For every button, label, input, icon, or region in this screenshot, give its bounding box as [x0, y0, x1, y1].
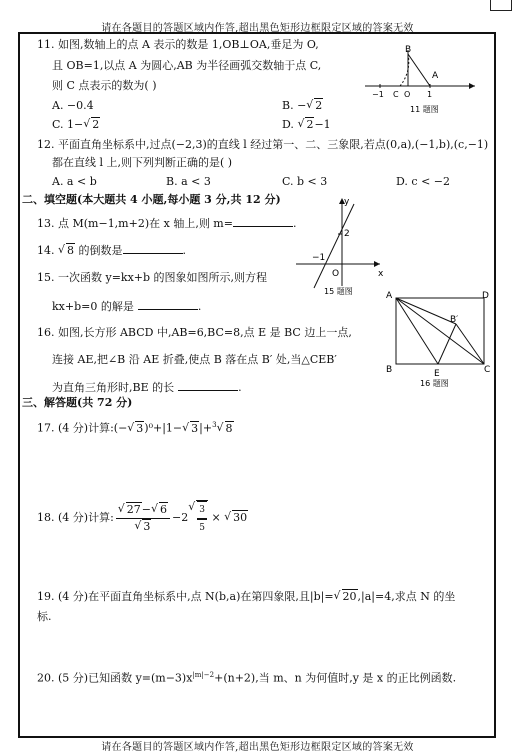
q16-figure — [384, 288, 494, 390]
q11-option-b: B. −√ 2 — [282, 99, 323, 113]
q15-line1: 15. 一次函数 y=kx+b 的图象如图所示,则方程 — [37, 271, 268, 284]
q12-line1: 12. 平面直角坐标系中,过点(−2,3)的直线 l 经过第一、二、三象限,若点(0,a),(−1,b),(c,−1) — [37, 138, 489, 151]
q11-fig-label-o: O — [404, 90, 411, 99]
q16-fig-label-c: C — [484, 365, 491, 375]
q16-line2: 连接 AE,把∠B 沿 AE 折叠,使点 B 落在点 B′ 处,当△CEB′ — [52, 353, 337, 366]
q16-fig-label-b: B — [386, 365, 393, 375]
q18-text: 18. (4 分)计算: √ 27−√ 6 √ 3 −2 √ $\frac{3}{5}$ × √ 30 — [37, 500, 248, 536]
q15-fig-label-y: y — [344, 197, 350, 207]
q15-fig-label-neg1: −1 — [312, 253, 326, 263]
q11-fig-caption: 11 题图 — [410, 105, 439, 114]
q11-line2: 且 OB=1,以点 A 为圆心,AB 为半径画弧交数轴于点 C, — [52, 59, 322, 72]
q19-line2: 标. — [37, 610, 52, 623]
q12-option-c: C. b < 3 — [282, 175, 328, 188]
q17-text: 17. (4 分)计算:(−√ 3)⁰+|1−√ 3|+$^3$√ 8 — [37, 418, 234, 436]
q11-option-c: C. 1−√ 2 — [52, 118, 100, 132]
q12-line2: 都在直线 l 上,则下列判断正确的是( ) — [52, 156, 233, 169]
q11-option-d: D. √ 2−1 — [282, 118, 331, 132]
q15-fig-label-o: O — [332, 269, 340, 279]
q15-fig-label-x: x — [378, 269, 384, 279]
q11-figure — [360, 42, 480, 126]
q15-answer-blank[interactable] — [138, 299, 198, 310]
q11-line3: 则 C 点表示的数为( ) — [52, 79, 157, 92]
q20-text: 20. (5 分)已知函数 $y=(m-3)x^{|m|-2}+(n+2)$,当 m、n 为何值时,y 是 x 的正比例函数. — [37, 671, 457, 685]
q16-fig-label-e: E — [434, 369, 440, 379]
q16-line3: 为直角三角形时,BE 的长 . — [52, 381, 242, 394]
q11-fig-label-1: 1 — [427, 90, 433, 99]
q16-fig-label-a: A — [386, 291, 393, 301]
q16-fig-label-d: D — [482, 291, 489, 301]
q16-fig-label-bprime: B′ — [450, 315, 459, 325]
header-banner: 请在各题目的答题区域内作答,超出黑色矩形边框限定区域的答案无效 — [101, 23, 414, 34]
q19-line1: 19. (4 分)在平面直角坐标系中,点 N(b,a)在第四象限,且|b|=√ 20,|a|=4,求点 N 的坐 — [37, 590, 455, 604]
q11-line1: 11. 如图,数轴上的点 A 表示的数是 1,OB⊥OA,垂足为 O, — [37, 38, 319, 51]
section-3-title: 三、解答题(共 72 分) — [22, 396, 133, 409]
q15-fig-caption: 15 题图 — [324, 287, 353, 296]
q15-fig-label-2: 2 — [344, 229, 350, 239]
q13-text: 13. 点 M(m−1,m+2)在 x 轴上,则 m= . — [37, 217, 297, 230]
q12-option-d: D. c < −2 — [396, 175, 451, 188]
q15-line2: kx+b=0 的解是 . — [52, 300, 202, 313]
q11-fig-label-a: A — [432, 71, 439, 81]
q16-answer-blank[interactable] — [178, 380, 238, 391]
q14-answer-blank[interactable] — [123, 243, 183, 254]
q11-fig-label-c: C — [393, 90, 399, 99]
q14-text: 14. √ 8 的倒数是 . — [37, 243, 186, 258]
q15-figure — [292, 196, 388, 300]
q12-option-a: A. a < b — [52, 175, 97, 188]
section-2-title: 二、填空题(本大题共 4 小题,每小题 3 分,共 12 分) — [22, 193, 281, 206]
q11-fig-label-neg1: −1 — [372, 90, 384, 99]
q13-answer-blank[interactable] — [233, 216, 293, 227]
q16-line1: 16. 如图,长方形 ABCD 中,AB=6,BC=8,点 E 是 BC 边上一点, — [37, 326, 352, 339]
q11-option-a: A. −0.4 — [52, 99, 94, 112]
q11-fig-label-b: B — [405, 45, 412, 55]
q12-option-b: B. a < 3 — [166, 175, 211, 188]
q16-fig-caption: 16 题图 — [420, 379, 449, 388]
footer-banner: 请在各题目的答题区域内作答,超出黑色矩形边框限定区域的答案无效 — [101, 742, 414, 753]
page-corner-box — [490, 0, 512, 11]
